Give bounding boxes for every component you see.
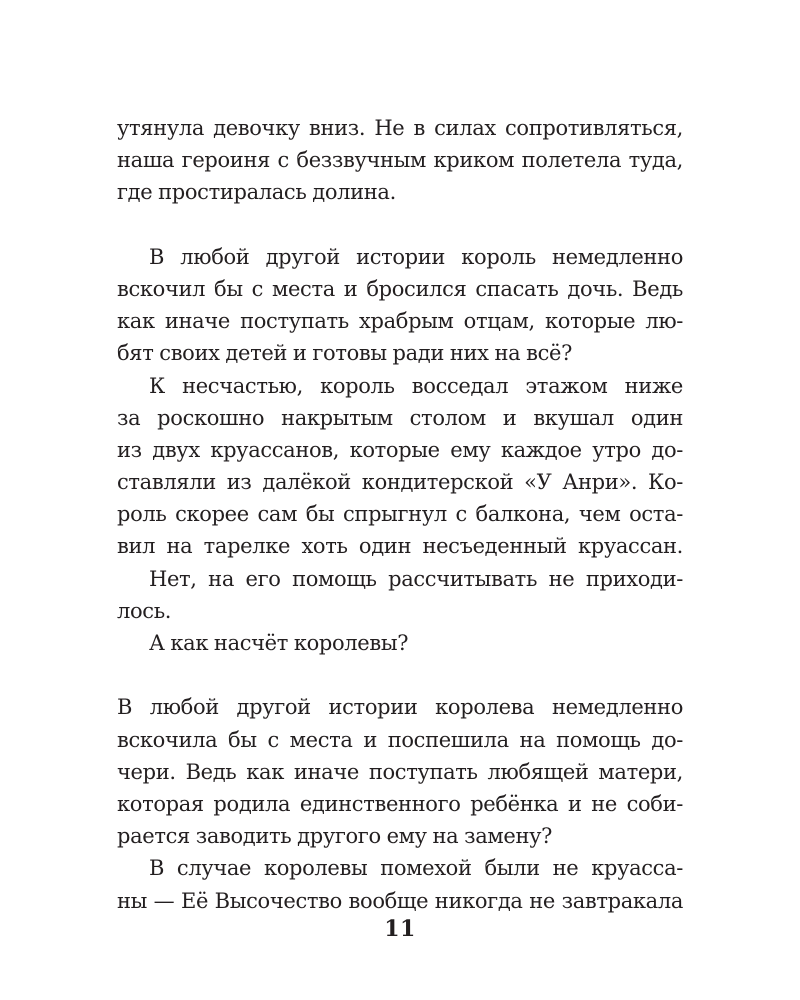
- text-line: Нет, на его помощь рассчитывать не приходи-: [149, 566, 683, 591]
- text-line: из двух круассанов, которые ему каждое утро до-: [117, 437, 683, 462]
- text-line: которая родила единственного ребёнка и не соби-: [117, 791, 683, 816]
- text-line: роль скорее сам бы спрыгнул с балкона, чем оста-: [117, 502, 683, 527]
- text-line: где простиралась долина.: [117, 180, 396, 205]
- blank-line: [117, 209, 683, 241]
- text-line: А как насчёт королевы?: [149, 631, 409, 655]
- text-line: вил на тарелке хоть один несъеденный круассан.: [117, 534, 683, 559]
- text-line: В любой другой истории королева немедленно: [117, 695, 683, 720]
- blank-line: [117, 659, 683, 691]
- text-line: утянула девочку вниз. Не в силах сопротивляться,: [117, 116, 683, 140]
- text-line: наша героиня с беззвучным криком полетела туда,: [117, 148, 683, 173]
- text-line: К несчастью, король восседал этажом ниже: [149, 373, 683, 398]
- text-line: как иначе поступать храбрым отцам, которые лю-: [117, 309, 683, 334]
- text-line: В любой другой истории король немедленно: [149, 244, 683, 269]
- text-line: ставляли из далёкой кондитерской «У Анри». Ко-: [117, 470, 683, 495]
- page-number: 11: [384, 916, 416, 942]
- text-line: лось.: [117, 598, 172, 623]
- text-line: бят своих детей и готовы ради них на всё?: [117, 341, 572, 366]
- text-line: вскочил бы с места и бросился спасать дочь. Ведь: [117, 276, 683, 301]
- text-line: ны — Её Высочество вообще никогда не завтракала: [117, 888, 683, 913]
- text-line: вскочила бы с места и поспешила на помощь до-: [117, 727, 683, 752]
- body-text: [117, 112, 683, 917]
- text-line: рается заводить другого ему на замену?: [117, 824, 553, 849]
- text-line: В случае королевы помехой были не круасса-: [149, 856, 683, 881]
- text-line: чери. Ведь как иначе поступать любящей матери,: [117, 759, 683, 784]
- text-line: за роскошно накрытым столом и вкушал один: [117, 405, 683, 430]
